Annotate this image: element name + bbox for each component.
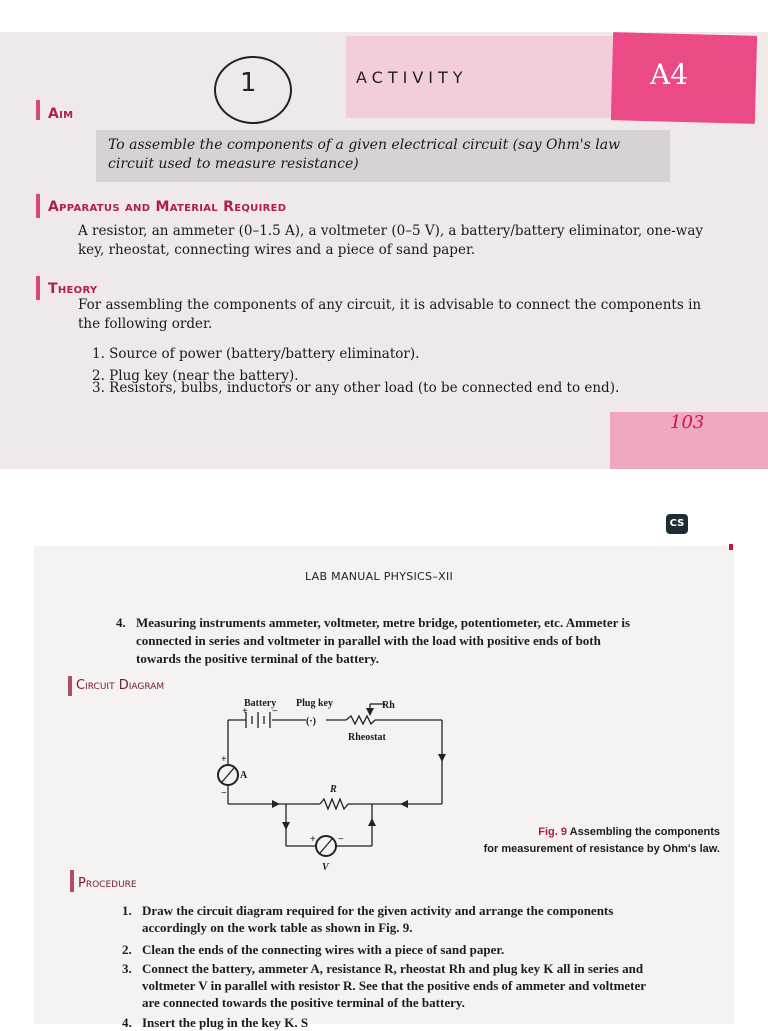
resistor-label: R <box>330 784 337 795</box>
apparatus-heading: Apparatus and Material Required <box>48 199 287 215</box>
list-number: 3. <box>122 961 132 976</box>
procedure-1-line2: accordingly on the work table as shown in Fig. 9. <box>142 920 413 935</box>
activity-code: A4 <box>650 58 689 91</box>
camscanner-logo: CS <box>666 514 688 534</box>
theory-text: For assembling the components of any circuit, it is advisable to connect the components in the following order. <box>78 297 702 332</box>
theory-list-item: 2. Plug key (near the battery). <box>92 368 299 384</box>
rheostat-label: Rheostat <box>348 732 386 743</box>
current-arrow-icon <box>438 754 446 762</box>
procedure-3-line2: voltmeter V in parallel with resistor R. See that the positive ends of ammeter and voltmeter <box>142 978 647 993</box>
activity-label: ACTIVITY <box>356 68 468 87</box>
procedure-3-line3: are connected towards the positive terminal of the battery. <box>142 995 465 1010</box>
voltmeter-label: V <box>322 862 329 873</box>
rheostat-arrow-icon <box>366 708 374 716</box>
section-marker <box>36 194 40 218</box>
procedure-4-line1: Insert the plug in the key K. S <box>142 1015 309 1030</box>
figure-caption-line2: for measurement of resistance by Ohm's law. <box>483 843 720 855</box>
figure-label: Fig. 9 <box>538 826 567 838</box>
circuit-diagram-heading: Circuit Diagram <box>76 678 165 693</box>
page-number: 103 <box>670 412 705 433</box>
current-arrow-icon <box>282 822 290 830</box>
item4-line3: towards the positive terminal of the battery. <box>136 651 379 666</box>
section-marker <box>36 276 40 300</box>
plug-key-symbol: (·) <box>306 716 316 727</box>
current-arrow-icon <box>272 800 280 808</box>
theory-heading: Theory <box>48 281 98 297</box>
current-arrow-icon <box>400 800 408 808</box>
theory-list-item: 1. Source of power (battery/battery eliminator). <box>92 346 420 362</box>
section-marker <box>36 100 40 120</box>
battery-plus: + <box>242 706 248 717</box>
ammeter-label: A <box>240 770 248 781</box>
current-arrow-icon <box>368 818 376 826</box>
aim-heading: Aim <box>48 106 74 122</box>
ammeter-needle <box>222 768 234 782</box>
rh-label: Rh <box>382 700 395 711</box>
item4-line1: Measuring instruments ammeter, voltmeter, metre bridge, potentiometer, etc. Ammeter is <box>136 615 631 630</box>
textbook-page-103 <box>0 32 768 469</box>
circuit-diagram <box>210 694 460 876</box>
ammeter-plus: + <box>221 754 227 765</box>
list-number: 4. <box>116 615 126 630</box>
section-marker <box>70 870 74 892</box>
handwritten-number: 1 <box>240 68 257 98</box>
list-number: 1. <box>122 903 132 918</box>
voltmeter-minus: − <box>338 834 344 845</box>
section-marker <box>68 676 72 696</box>
running-header: LAB MANUAL PHYSICS–XII <box>305 570 454 583</box>
procedure-3-line1: Connect the battery, ammeter A, resistance R, rheostat Rh and plug key K all in series and <box>142 961 644 976</box>
rheostat-coil <box>346 716 375 724</box>
battery-label: Battery <box>244 698 277 709</box>
figure-caption <box>480 824 720 858</box>
apparatus-text: A resistor, an ammeter (0–1.5 A), a voltmeter (0–5 V), a battery/battery eliminator, one-way key, rheostat, connecting wires and a piece of sand paper. <box>78 223 704 258</box>
figure-caption-line1: Assembling the components <box>569 826 720 838</box>
procedure-heading: Procedure <box>78 876 137 891</box>
page-edge-mark <box>729 544 733 550</box>
plug-key-label: Plug key <box>296 698 333 709</box>
voltmeter-needle <box>320 839 332 853</box>
list-number: 2. <box>122 942 132 957</box>
battery-minus: − <box>272 706 278 717</box>
aim-text: To assemble the components of a given electrical circuit (say Ohm's law circuit used to measure resistance) <box>108 137 621 172</box>
procedure-1-line1: Draw the circuit diagram required for the given activity and arrange the components <box>142 903 614 918</box>
item4-line2: connected in series and voltmeter in parallel with the load with positive ends of both <box>136 633 601 648</box>
voltmeter-plus: + <box>310 834 316 845</box>
procedure-2-line1: Clean the ends of the connecting wires with a piece of sand paper. <box>142 942 505 957</box>
list-number: 4. <box>122 1015 132 1030</box>
theory-list-item: 3. Resistors, bulbs, inductors or any other load (to be connected end to end). <box>92 380 620 396</box>
ammeter-minus: − <box>221 788 227 799</box>
resistor-zigzag <box>320 799 348 809</box>
